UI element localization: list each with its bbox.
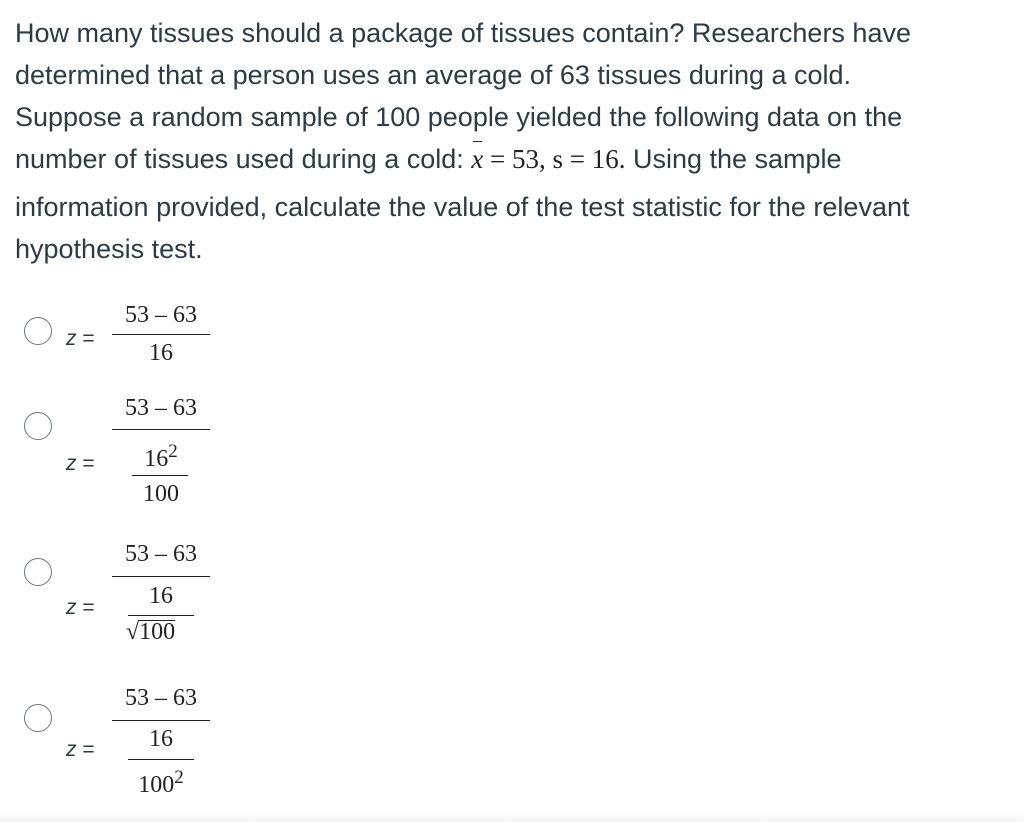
radio-button-2[interactable] (24, 412, 52, 440)
question-line-4-prefix: number of tissues used during a cold: (15, 144, 472, 174)
z-equals-label (66, 452, 95, 476)
question-line-4-suffix: Using the sample (625, 144, 842, 174)
z-equals-label (66, 596, 95, 620)
fraction-bar (112, 720, 210, 721)
z-equals-label (66, 327, 95, 351)
inner-fraction-bar (128, 615, 194, 616)
answer-option-1[interactable] (0, 300, 400, 375)
question-line-1: How many tissues should a package of tissues contain? Researchers have (15, 18, 911, 48)
answer-option-2[interactable] (0, 395, 400, 520)
question-text (15, 12, 1015, 270)
fraction-bar (112, 576, 210, 577)
square-root (126, 619, 175, 646)
answer-option-3[interactable] (0, 541, 400, 666)
inner-fraction-bar (132, 475, 188, 476)
bottom-edge-shade (0, 812, 1024, 822)
inner-fraction-bar (128, 759, 194, 760)
radical-sign: √ (126, 619, 140, 645)
z-variable: z (66, 738, 77, 761)
denominator: 16 (149, 340, 173, 366)
z-variable: z (66, 327, 77, 350)
numerator: 53 – 63 (125, 541, 197, 567)
numerator: 53 – 63 (125, 395, 197, 421)
question-line-3: Suppose a random sample of 100 people yielded the following data on the (15, 102, 903, 132)
inner-numerator: 16 (149, 583, 173, 609)
numerator: 53 – 63 (125, 685, 197, 711)
answer-option-4[interactable] (0, 685, 400, 810)
numerator: 53 – 63 (125, 302, 197, 328)
inner-denominator: 100 (143, 481, 179, 507)
inner-numerator: 16 (149, 726, 173, 752)
question-line-6: hypothesis test. (15, 234, 203, 264)
fraction-bar (112, 429, 210, 430)
inner-numerator-exponent: 2 (168, 441, 178, 462)
equals-sign: = (76, 738, 95, 761)
question-line-5: information provided, calculate the value of the test statistic for the relevant (15, 192, 910, 222)
z-variable: z (66, 596, 77, 619)
question-line-2: determined that a person uses an average of 63 tissues during a cold. (15, 60, 852, 90)
equals-sign: = (76, 452, 95, 475)
equals-sign: = (76, 327, 95, 350)
x-bar-symbol: x (471, 138, 483, 180)
radio-button-4[interactable] (24, 704, 52, 732)
question-line-4 (15, 138, 1015, 180)
sample-mean-formula (471, 144, 625, 174)
radio-button-1[interactable] (24, 317, 52, 345)
inner-denominator-exponent: 2 (174, 767, 184, 788)
radio-button-3[interactable] (24, 558, 52, 586)
inner-denominator (124, 767, 198, 799)
sample-sd-value: s = 16. (552, 144, 626, 174)
radicand: 100 (139, 619, 176, 645)
inner-numerator (124, 441, 198, 473)
z-variable: z (66, 452, 77, 475)
fraction-bar (112, 334, 210, 335)
sample-mean-value: = 53, (483, 144, 553, 174)
equals-sign: = (76, 596, 95, 619)
inner-denominator-base: 100 (138, 772, 175, 798)
inner-numerator-base: 16 (144, 446, 169, 472)
z-equals-label (66, 738, 95, 762)
